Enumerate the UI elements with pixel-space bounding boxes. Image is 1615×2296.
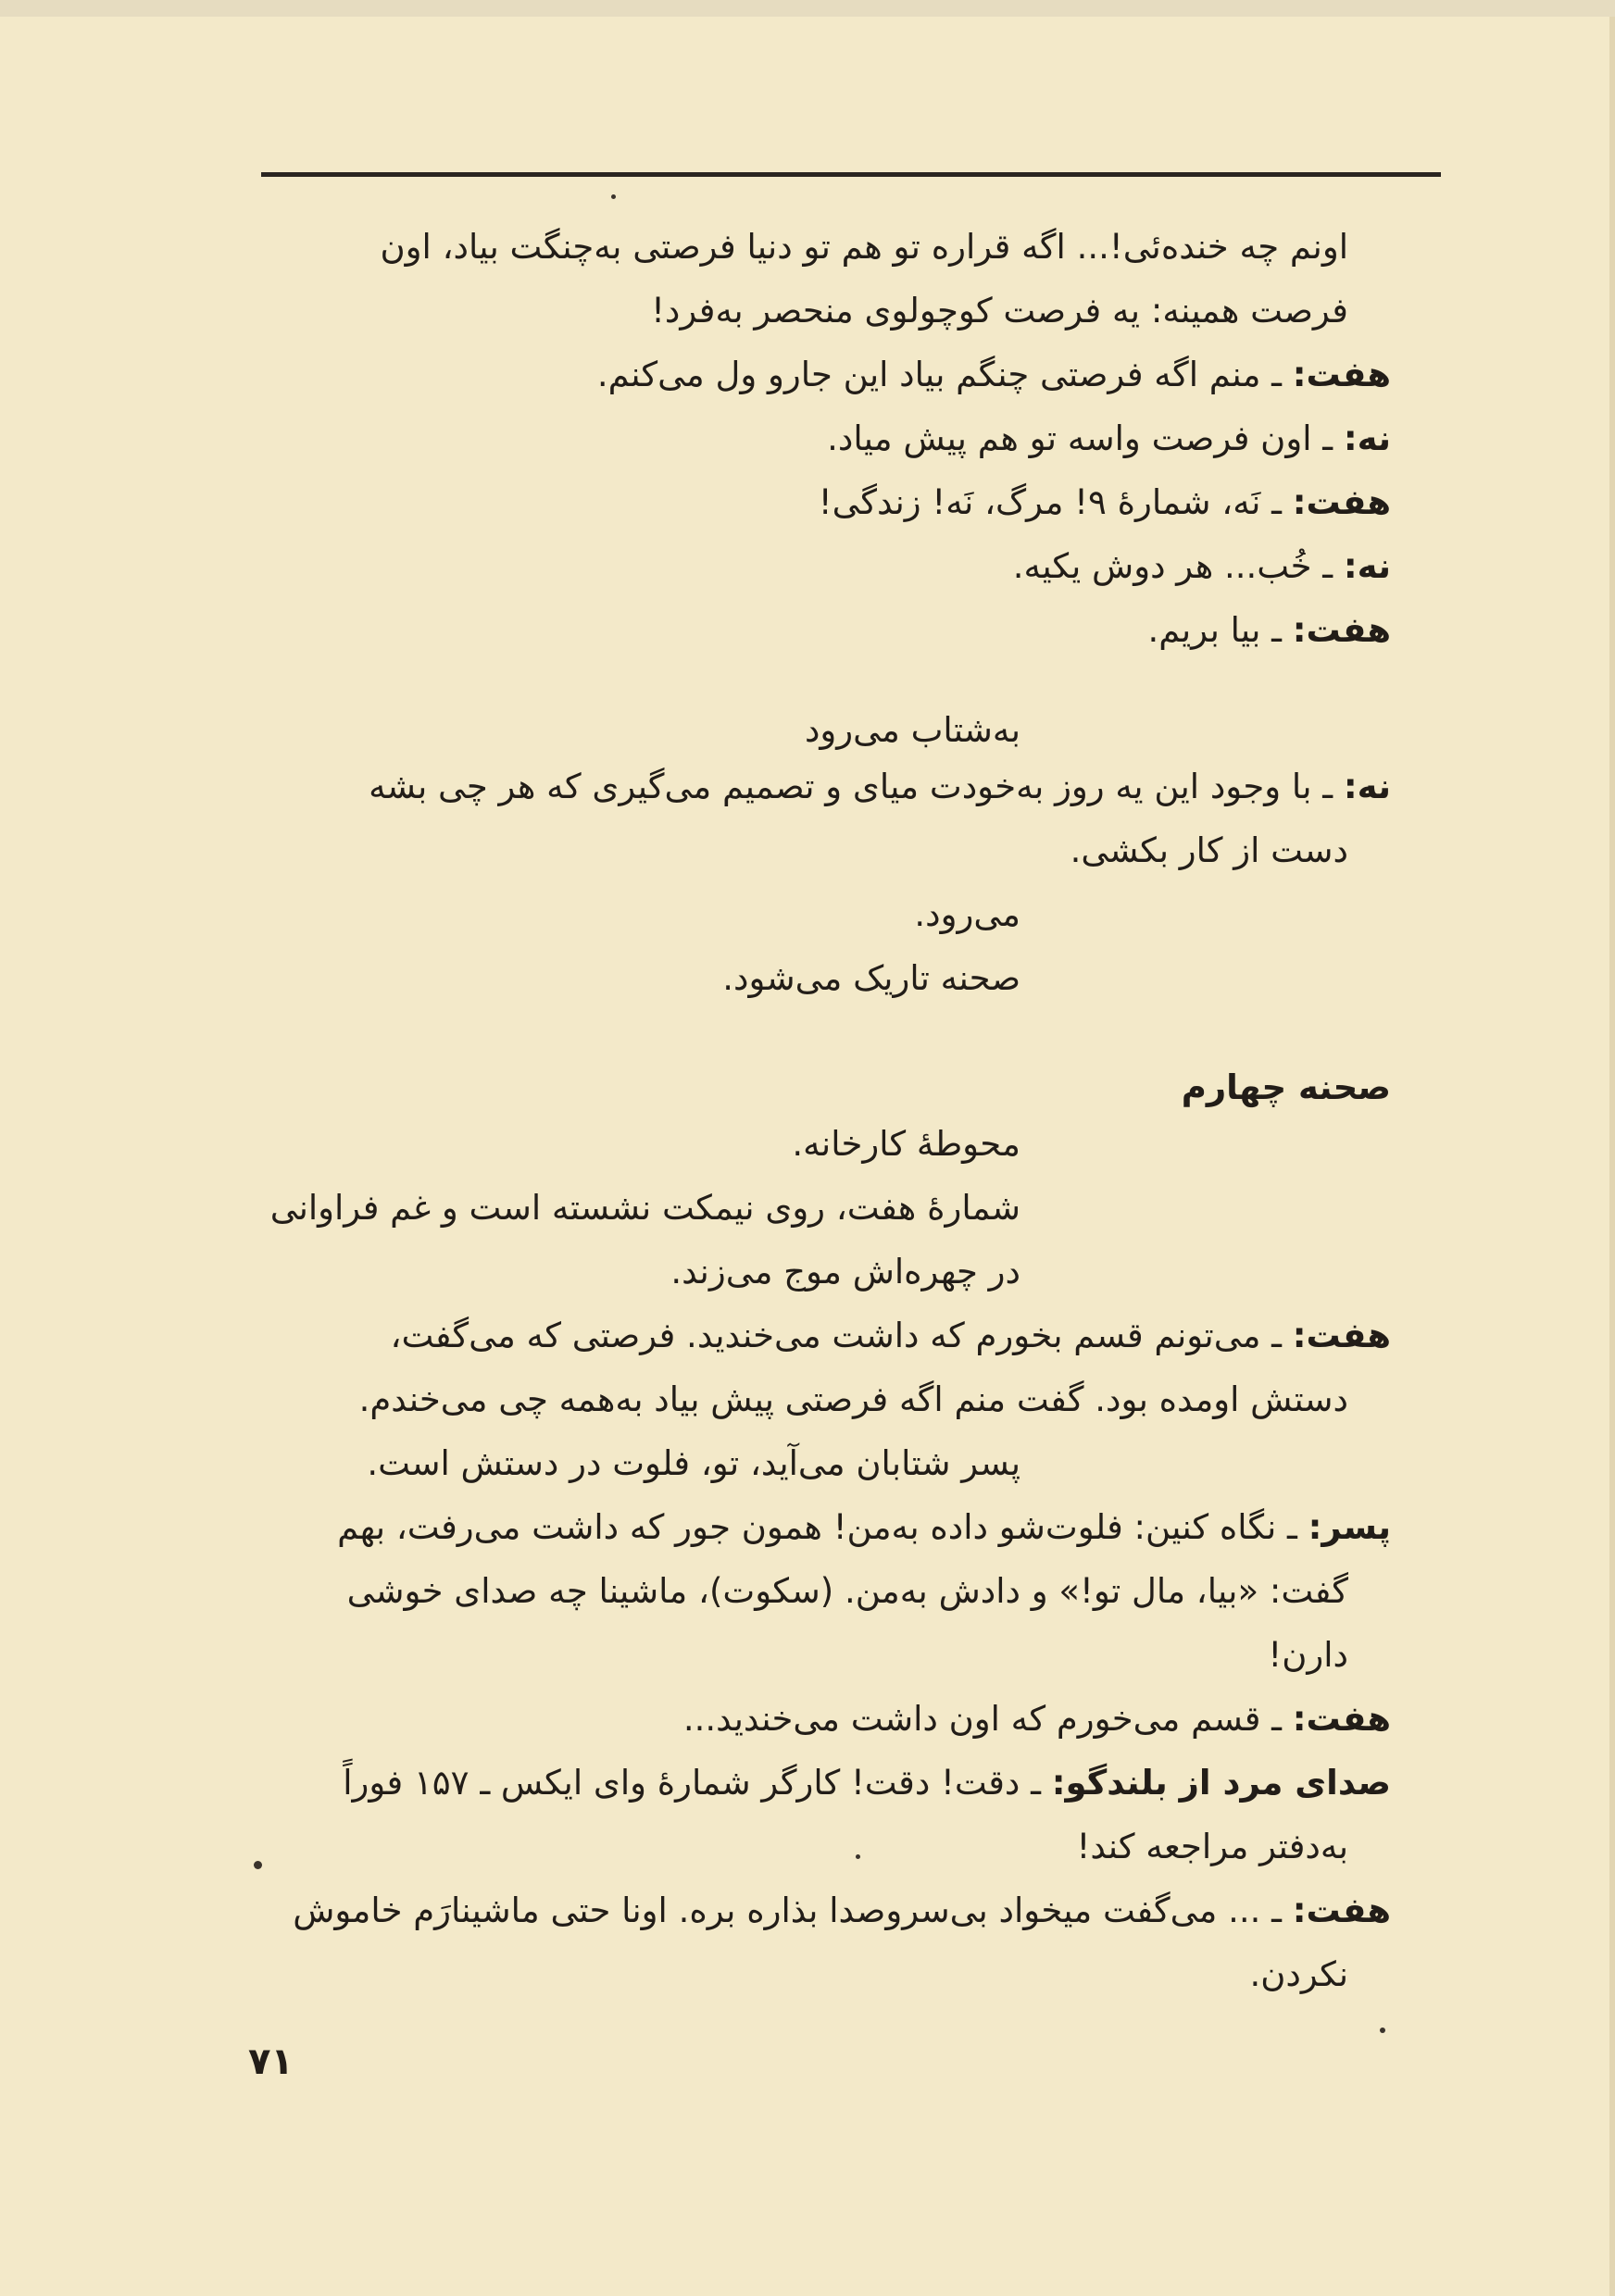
dialogue-line — [252, 1751, 1391, 1815]
line-text: شمارهٔ هفت، روی نیمکت نشسته است و غم فراوانی — [269, 1188, 1020, 1228]
line-text: اونم چه خنده‌ئی!... اگه قراره تو هم تو دنیا فرصتی به‌چنگت بیاد، اون — [380, 227, 1348, 267]
scene-heading — [252, 1010, 1391, 1112]
line-text: ـ نگاه کنین: فلوت‌شو داده به‌من! همون جور که داشت می‌رفت، بهم — [337, 1507, 1308, 1547]
dialogue-line — [252, 470, 1391, 534]
line-text: نکردن. — [1249, 1954, 1348, 1994]
dialogue-line — [252, 215, 1391, 279]
stage-direction — [252, 1240, 1391, 1304]
line-text: ـ بیا بریم. — [1147, 610, 1293, 650]
stage-direction — [252, 1176, 1391, 1240]
line-text: محوطهٔ کارخانه. — [792, 1124, 1020, 1164]
dialogue-line — [252, 1304, 1391, 1367]
stage-direction — [252, 1112, 1391, 1176]
line-text: ـ نَه، شمارهٔ ۹! مرگ، نَه! زندگی! — [818, 482, 1293, 522]
dialogue-line — [252, 818, 1391, 882]
paper-speck — [856, 1854, 860, 1859]
stage-direction — [252, 662, 1391, 755]
line-text: فرصت همینه: یه فرصت کوچولوی منحصر به‌فرد! — [651, 291, 1348, 331]
speaker-label: نه: — [1343, 546, 1391, 586]
line-text: دستش اومده بود. گفت منم اگه فرصتی پیش بیاد به‌همه چی می‌خندم. — [358, 1379, 1348, 1419]
dialogue-line — [252, 598, 1391, 662]
speaker-label: هفت: — [1292, 355, 1391, 394]
line-text: ـ اون فرصت واسه تو هم پیش میاد. — [827, 418, 1344, 458]
line-text: پسر شتابان می‌آید، تو، فلوت در دستش است. — [367, 1443, 1020, 1483]
speaker-label: هفت: — [1292, 610, 1391, 650]
play-script-text — [252, 215, 1391, 2006]
speaker-label: نه: — [1343, 418, 1391, 458]
dialogue-line — [252, 755, 1391, 818]
line-text: ـ دقت! دقت! کارگر شمارهٔ وای ایکس ـ ۱۵۷ فوراً — [343, 1763, 1052, 1803]
dialogue-line — [252, 1495, 1391, 1559]
dialogue-line — [252, 1687, 1391, 1751]
header-rule — [261, 172, 1441, 177]
paper-speck — [611, 194, 616, 199]
dialogue-line — [252, 343, 1391, 406]
page-top-edge — [0, 0, 1615, 17]
dialogue-line — [252, 1942, 1391, 2006]
dialogue-line — [252, 1559, 1391, 1623]
line-text: ـ خُب... هر دوش یکیه. — [1012, 546, 1344, 586]
speaker-label: صدای مرد از بلندگو: — [1051, 1763, 1391, 1803]
line-text: گفت: «بیا، مال تو!» و دادش به‌من. (سکوت)، ماشینا چه صدای خوشی — [346, 1571, 1348, 1611]
dialogue-line — [252, 1367, 1391, 1431]
line-text: به‌شتاب می‌رود — [804, 710, 1020, 750]
line-text: دارن! — [1268, 1635, 1348, 1675]
dialogue-line — [252, 1878, 1391, 1942]
dialogue-line — [252, 406, 1391, 470]
speaker-label: هفت: — [1292, 1890, 1391, 1930]
line-text: صحنه چهارم — [1181, 1067, 1391, 1107]
dialogue-line — [252, 1623, 1391, 1687]
dialogue-line — [252, 279, 1391, 343]
stage-direction — [252, 882, 1391, 946]
line-text: ـ با وجود این یه روز به‌خودت میای و تصمیم می‌گیری که هر چی بشه — [369, 767, 1344, 806]
speaker-label: نه: — [1343, 767, 1391, 806]
speaker-label: هفت: — [1292, 1699, 1391, 1739]
speaker-label: پسر: — [1308, 1507, 1391, 1547]
line-text: به‌دفتر مراجعه کند! — [1076, 1827, 1348, 1866]
line-text: صحنه تاریک می‌شود. — [722, 958, 1020, 998]
line-text: دست از کار بکشی. — [1070, 830, 1348, 870]
line-text: در چهره‌اش موج می‌زند. — [670, 1252, 1020, 1292]
line-text: ـ قسم می‌خورم که اون داشت می‌خندید... — [682, 1699, 1293, 1739]
stage-direction — [252, 1431, 1391, 1495]
line-text: ـ می‌تونم قسم بخورم که داشت می‌خندید. فرصتی که می‌گفت، — [390, 1316, 1293, 1355]
speaker-label: هفت: — [1292, 1316, 1391, 1355]
line-text: ـ منم اگه فرصتی چنگم بیاد این جارو ول می‌کنم. — [596, 355, 1293, 394]
paper-speck — [254, 1861, 262, 1869]
paper-speck — [1380, 2028, 1385, 2033]
line-text: می‌رود. — [914, 894, 1020, 934]
speaker-label: هفت: — [1292, 482, 1391, 522]
page-number: ۷۱ — [248, 2040, 294, 2083]
stage-direction — [252, 946, 1391, 1010]
line-text: ـ ... می‌گفت میخواد بی‌سروصدا بذاره بره. اونا حتی ماشینارَم خاموش — [293, 1890, 1293, 1930]
dialogue-line — [252, 534, 1391, 598]
dialogue-line — [252, 1815, 1391, 1878]
